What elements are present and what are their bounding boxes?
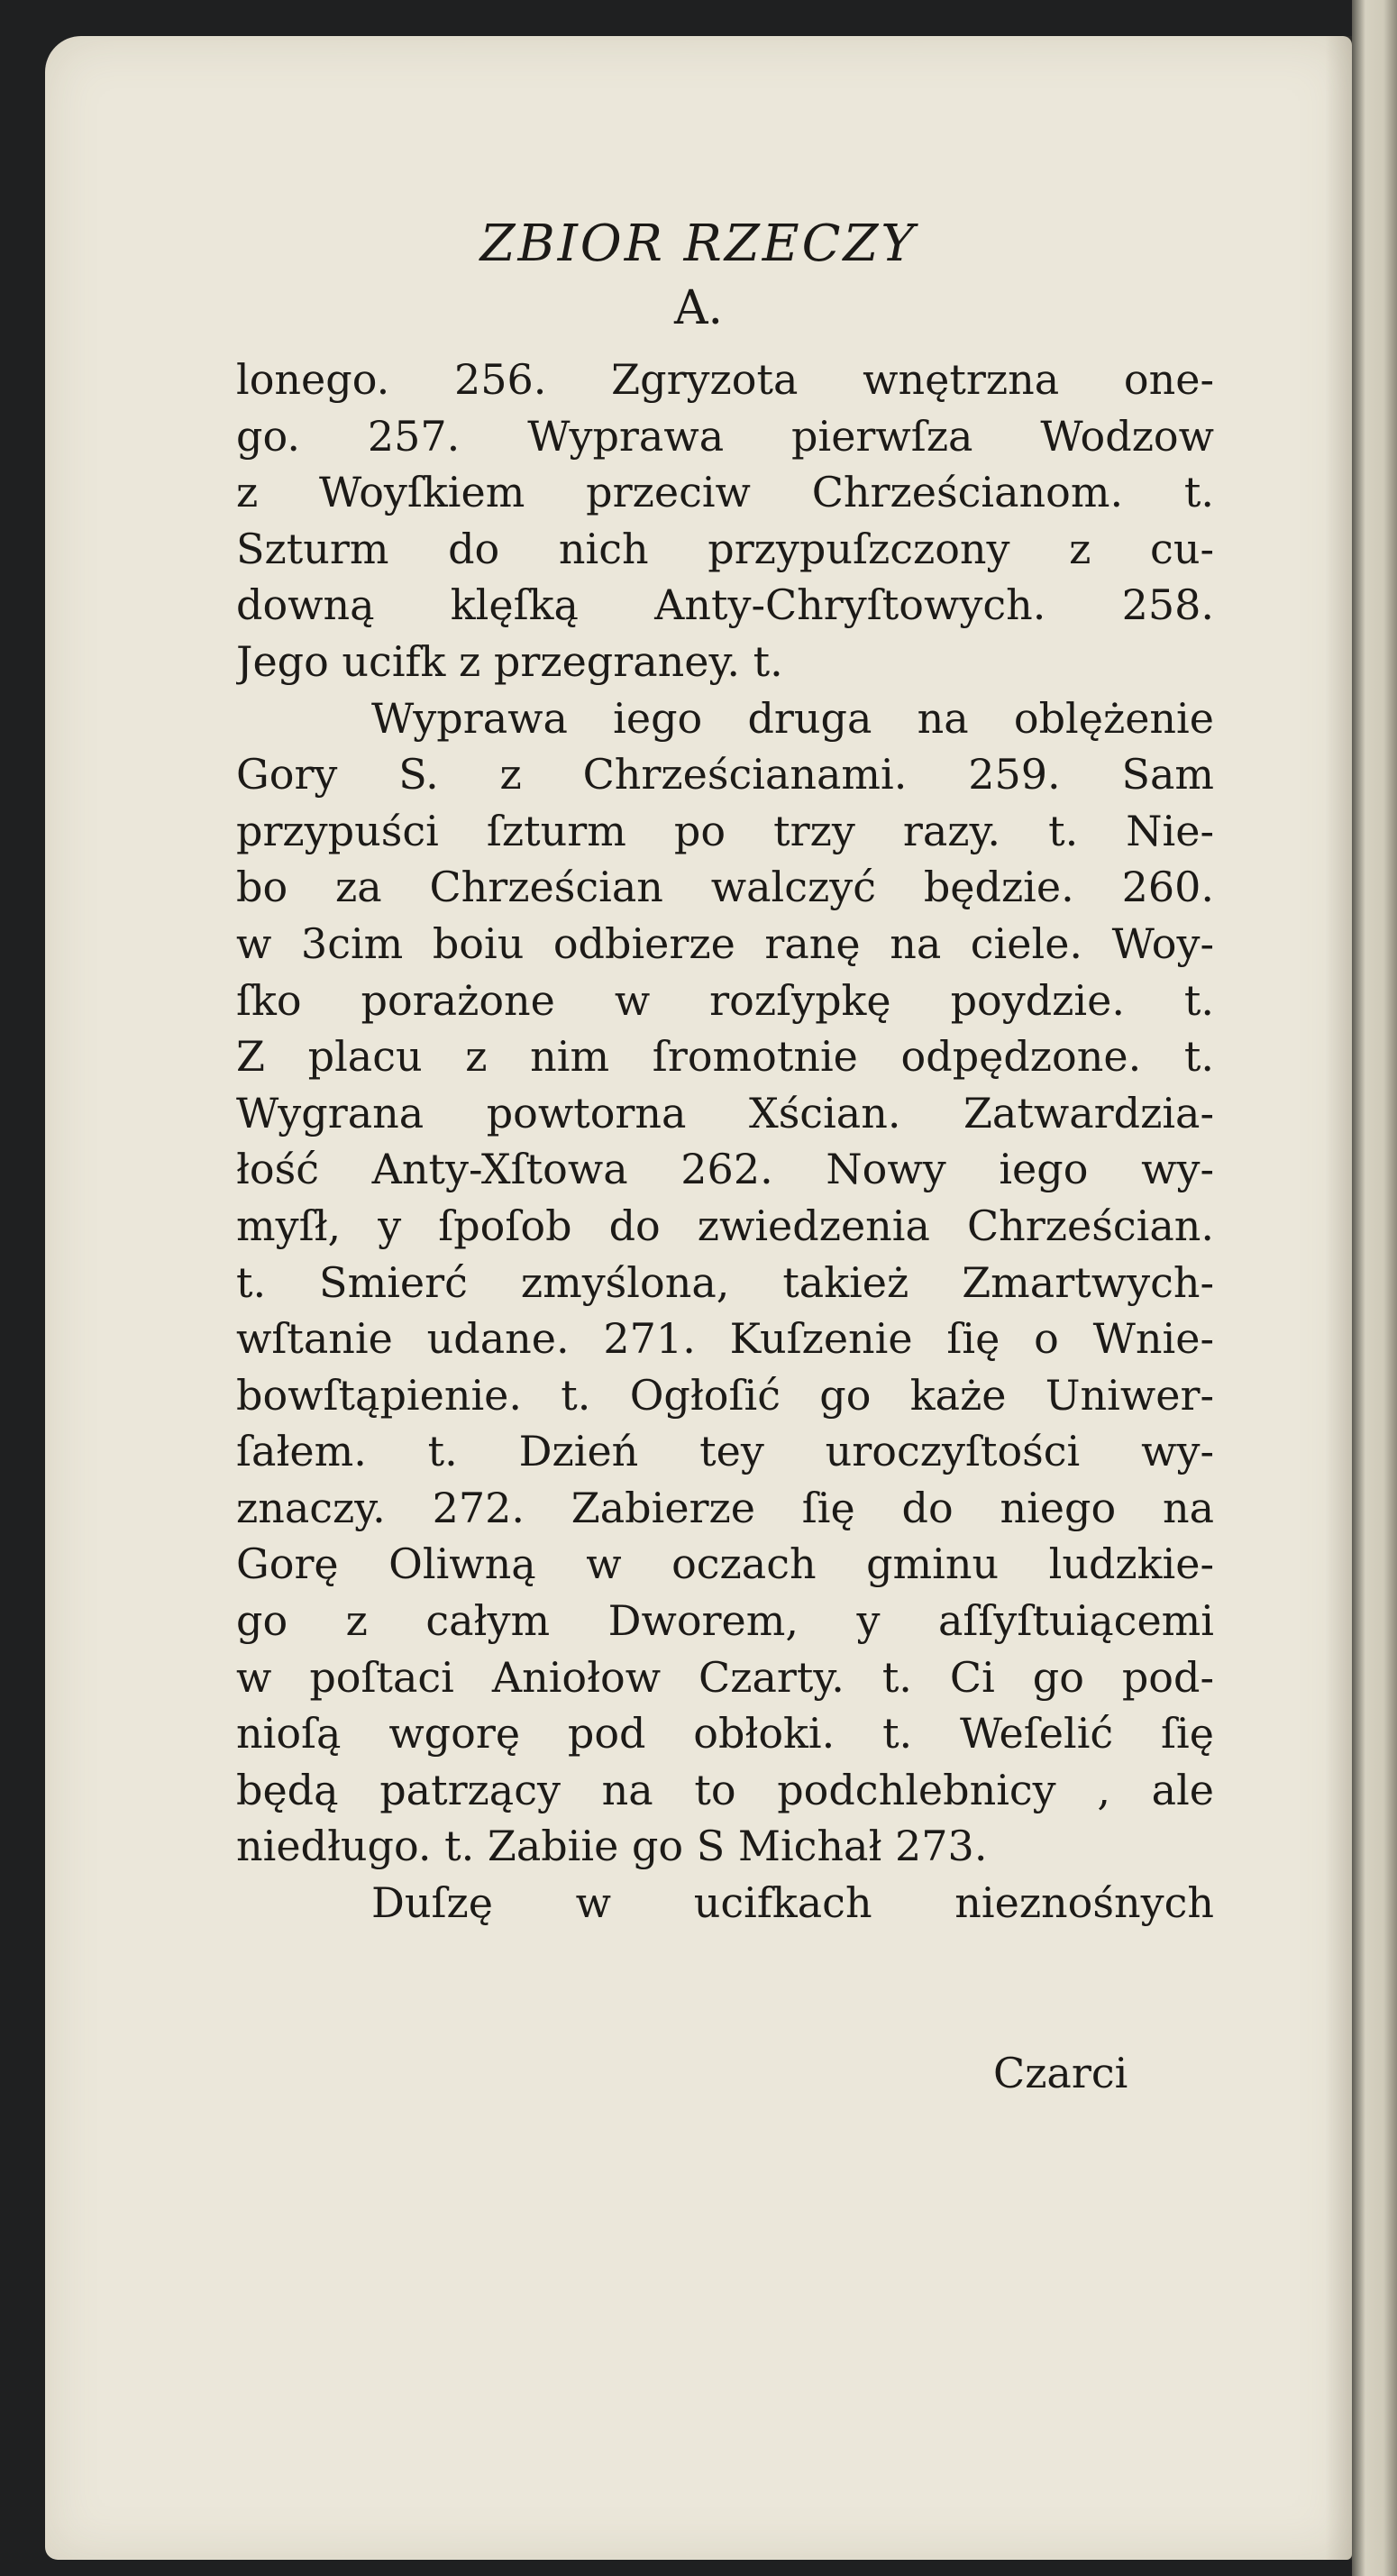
text-line: nioſą wgorę pod obłoki. t. Weſelić ſię bbox=[236, 1709, 1214, 1758]
text-line: myſł, y ſpoſob do zwiedzenia Chrześcian. bbox=[236, 1201, 1214, 1250]
section-letter: A. bbox=[673, 281, 724, 335]
text-line: Szturm do nich przypuſzczony z cu- bbox=[236, 524, 1214, 573]
text-line: przypuści ſzturm po trzy razy. t. Nie- bbox=[236, 806, 1214, 855]
text-line: t. Smierć zmyślona, takież Zmartwych- bbox=[236, 1257, 1214, 1307]
text-line: Duſzę w ucifkach nieznośnych bbox=[371, 1878, 1214, 1928]
text-line: wſtanie udane. 271. Kuſzenie ſię o Wnie- bbox=[236, 1314, 1214, 1364]
text-line: bo za Chrześcian walczyć będzie. 260. bbox=[236, 863, 1214, 912]
text-line: bowſtąpienie. t. Ogłoſić go każe Uniwer- bbox=[236, 1370, 1214, 1420]
text-line: ſałem. t. Dzień tey uroczyſtości wy- bbox=[236, 1427, 1214, 1476]
text-line: w poſtaci Aniołow Czarty. t. Ci go pod- bbox=[236, 1652, 1214, 1702]
text-line: go z całym Dworem, y aſſyſtuiącemi bbox=[236, 1596, 1214, 1646]
text-line: Gory S. z Chrześcianami. 259. Sam bbox=[236, 750, 1214, 799]
text-line: Wyprawa iego druga na oblężenie bbox=[371, 693, 1214, 743]
text-line: Gorę Oliwną w oczach gminu ludzkie- bbox=[236, 1539, 1214, 1589]
running-head: ZBIOR RZECZY bbox=[479, 215, 918, 273]
text-line: Wygrana powtorna Xścian. Zatwardzia- bbox=[236, 1088, 1214, 1137]
index-text-block bbox=[236, 352, 1214, 1932]
text-line: w 3cim boiu odbierze ranę na ciele. Woy- bbox=[236, 918, 1214, 968]
text-line: go. 257. Wyprawa pierwſza Wodzow bbox=[236, 411, 1214, 461]
text-line: łość Anty-Xſtowa 262. Nowy iego wy- bbox=[236, 1145, 1214, 1194]
text-line: ſko porażone w rozſypkę poydzie. t. bbox=[236, 975, 1214, 1025]
facing-page-edge bbox=[1352, 0, 1397, 2576]
text-line: downą klęſką Anty-Chryſtowych. 258. bbox=[236, 580, 1214, 630]
text-line: Z placu z nim ſromotnie odpędzone. t. bbox=[236, 1032, 1214, 1082]
text-line: lonego. 256. Zgryzota wnętrzna one- bbox=[236, 355, 1214, 404]
page-gutter-shadow bbox=[1325, 36, 1352, 2560]
text-line: z Woyſkiem przeciw Chrześcianom. t. bbox=[236, 468, 1214, 517]
text-line: znaczy. 272. Zabierze ſię do niego na bbox=[236, 1483, 1214, 1532]
text-line: niedługo. t. Zabiie go S Michał 273. bbox=[236, 1822, 988, 1871]
text-line: Jego ucifk z przegraney. t. bbox=[236, 636, 783, 686]
text-line: będą patrzący na to podchlebnicy , ale bbox=[236, 1765, 1214, 1814]
catchword: Czarci bbox=[993, 2049, 1128, 2097]
